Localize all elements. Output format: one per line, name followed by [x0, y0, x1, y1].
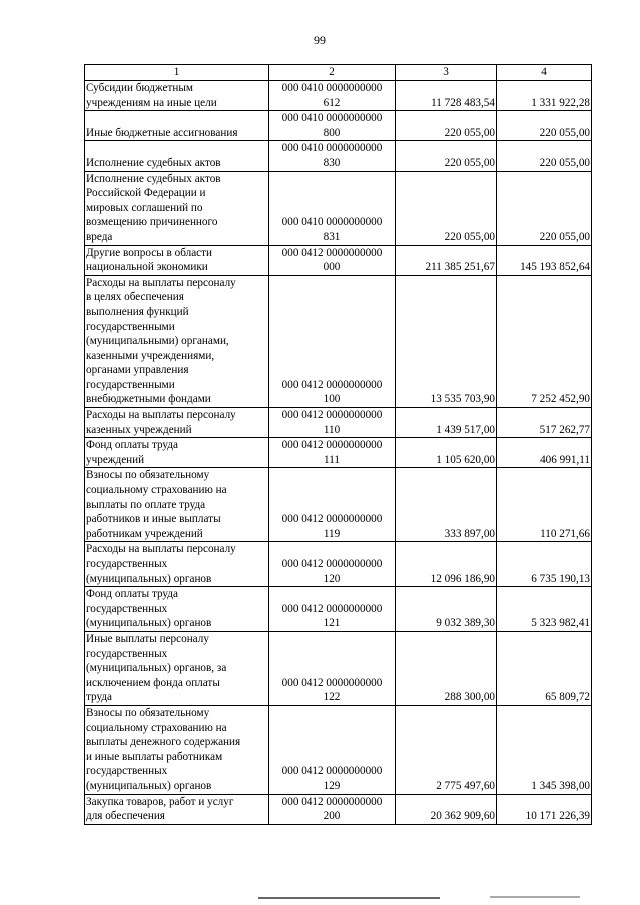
expense-name: Взносы по обязательному социальному страхованию на выплаты денежного содержания и иные выплаты работникам государственных (муниципальных) органов	[85, 705, 269, 794]
budget-code: 000 0412 0000000000 129	[269, 705, 396, 794]
expense-name: Исполнение судебных актов Российской Федерации и мировых соглашений по возмещению причиненного вреда	[85, 171, 269, 245]
amount-col3: 288 300,00	[396, 631, 497, 705]
expense-name: Иные выплаты персоналу государственных (муниципальных) органов, за исключением фонда оплаты труда	[85, 631, 269, 705]
amount-col4: 1 331 922,28	[497, 81, 592, 111]
budget-code: 000 0412 0000000000 000	[269, 245, 396, 275]
expense-name: Иные бюджетные ассигнования	[85, 111, 269, 141]
table-row	[85, 587, 592, 632]
amount-col3: 13 535 703,90	[396, 275, 497, 407]
table-row	[85, 794, 592, 824]
budget-code: 000 0410 0000000000 612	[269, 81, 396, 111]
budget-code: 000 0412 0000000000 200	[269, 794, 396, 824]
amount-col3: 1 439 517,00	[396, 408, 497, 438]
expense-name: Расходы на выплаты персоналу в целях обеспечения выполнения функций государственными (муниципальными) органами, казенными учреждениями, органами управления государственными внебюджетными фондами	[85, 275, 269, 407]
table-row	[85, 468, 592, 542]
expense-name: Другие вопросы в области национальной экономики	[85, 245, 269, 275]
table-row	[85, 542, 592, 587]
amount-col3: 333 897,00	[396, 468, 497, 542]
expense-name: Закупка товаров, работ и услуг для обеспечения	[85, 794, 269, 824]
table-row	[85, 245, 592, 275]
amount-col4: 7 252 452,90	[497, 275, 592, 407]
table-row	[85, 81, 592, 111]
amount-col3: 1 105 620,00	[396, 438, 497, 468]
amount-col4: 517 262,77	[497, 408, 592, 438]
amount-col3: 12 096 186,90	[396, 542, 497, 587]
amount-col4: 6 735 190,13	[497, 542, 592, 587]
budget-code: 000 0412 0000000000 120	[269, 542, 396, 587]
amount-col4: 220 055,00	[497, 171, 592, 245]
table-row	[85, 275, 592, 407]
table-row	[85, 141, 592, 171]
amount-col4: 110 271,66	[497, 468, 592, 542]
budget-code: 000 0412 0000000000 122	[269, 631, 396, 705]
column-header-4: 4	[497, 65, 592, 81]
expense-name: Расходы на выплаты персоналу казенных учреждений	[85, 408, 269, 438]
table-header-row	[85, 65, 592, 81]
budget-code: 000 0410 0000000000 800	[269, 111, 396, 141]
amount-col4: 220 055,00	[497, 111, 592, 141]
amount-col4: 406 991,11	[497, 438, 592, 468]
amount-col3: 220 055,00	[396, 141, 497, 171]
budget-code: 000 0412 0000000000 100	[269, 275, 396, 407]
expense-name: Субсидии бюджетным учреждениям на иные цели	[85, 81, 269, 111]
amount-col3: 220 055,00	[396, 111, 497, 141]
amount-col4: 10 171 226,39	[497, 794, 592, 824]
table-row	[85, 111, 592, 141]
expense-name: Фонд оплаты труда учреждений	[85, 438, 269, 468]
table-row	[85, 438, 592, 468]
column-header-2: 2	[269, 65, 396, 81]
table-row	[85, 705, 592, 794]
amount-col4: 5 323 982,41	[497, 587, 592, 632]
expense-name: Взносы по обязательному социальному страхованию на выплаты по оплате труда работников и иные выплаты работникам учреждений	[85, 468, 269, 542]
amount-col4: 65 809,72	[497, 631, 592, 705]
amount-col3: 20 362 909,60	[396, 794, 497, 824]
amount-col3: 11 728 483,54	[396, 81, 497, 111]
page-number: 99	[314, 33, 326, 47]
column-header-3: 3	[396, 65, 497, 81]
footer-scan-lines	[0, 893, 640, 905]
table-row	[85, 171, 592, 245]
table-row	[85, 631, 592, 705]
budget-table	[84, 64, 592, 825]
column-header-1: 1	[85, 65, 269, 81]
expense-name: Фонд оплаты труда государственных (муниципальных) органов	[85, 587, 269, 632]
amount-col3: 211 385 251,67	[396, 245, 497, 275]
table-row	[85, 408, 592, 438]
budget-code: 000 0412 0000000000 110	[269, 408, 396, 438]
expense-name: Расходы на выплаты персоналу государственных (муниципальных) органов	[85, 542, 269, 587]
amount-col4: 220 055,00	[497, 141, 592, 171]
amount-col4: 1 345 398,00	[497, 705, 592, 794]
budget-code: 000 0410 0000000000 830	[269, 141, 396, 171]
amount-col3: 9 032 389,30	[396, 587, 497, 632]
budget-code: 000 0410 0000000000 831	[269, 171, 396, 245]
amount-col3: 2 775 497,60	[396, 705, 497, 794]
budget-code: 000 0412 0000000000 111	[269, 438, 396, 468]
budget-code: 000 0412 0000000000 121	[269, 587, 396, 632]
amount-col3: 220 055,00	[396, 171, 497, 245]
expense-name: Исполнение судебных актов	[85, 141, 269, 171]
amount-col4: 145 193 852,64	[497, 245, 592, 275]
budget-code: 000 0412 0000000000 119	[269, 468, 396, 542]
